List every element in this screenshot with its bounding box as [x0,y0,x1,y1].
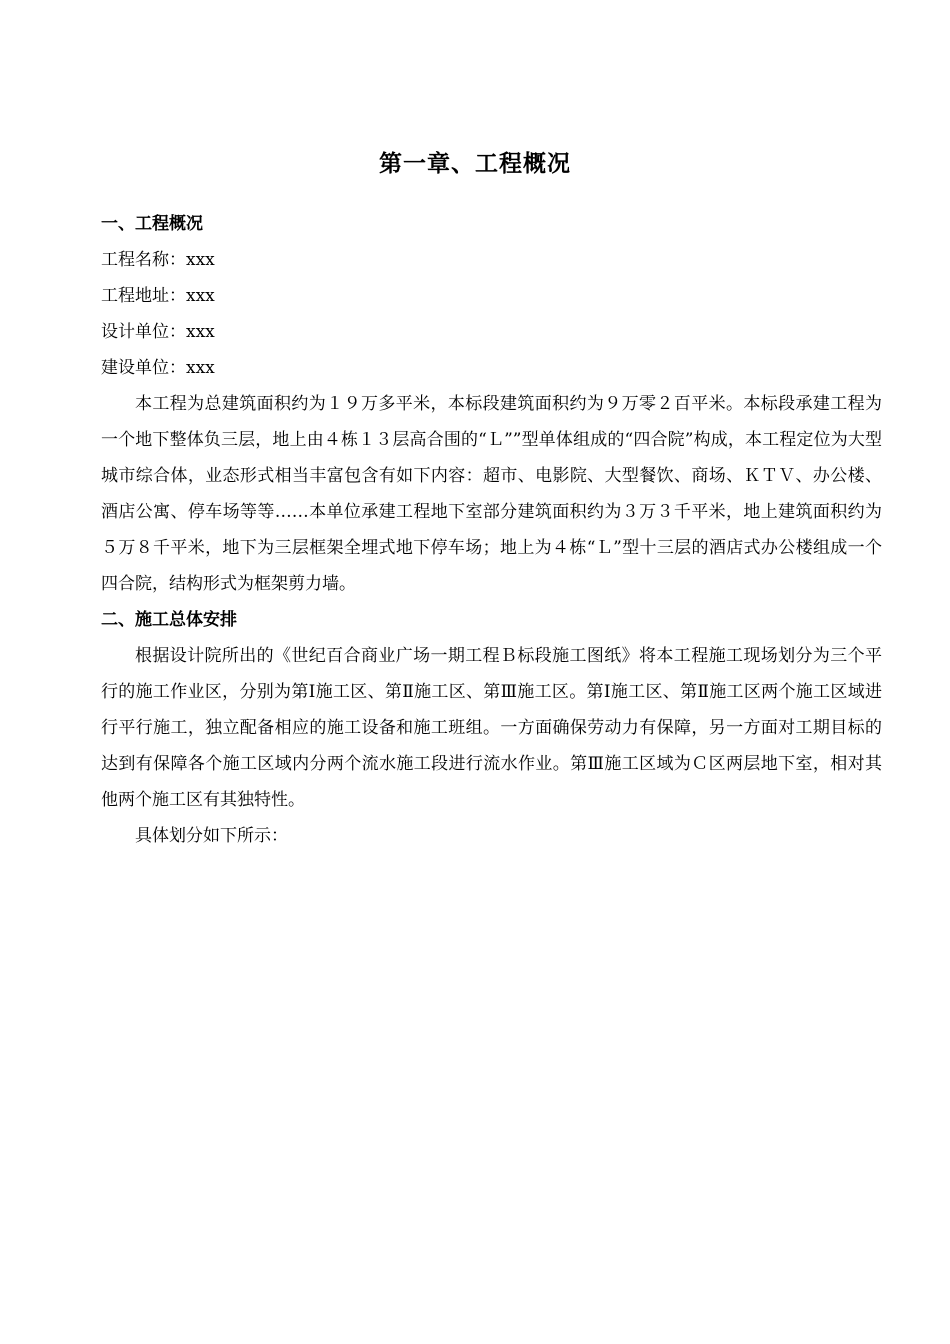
paragraph-closing: 具体划分如下所示： [135,826,288,846]
document-body [101,206,882,854]
section-heading-overview: 一、工程概况 [101,214,203,234]
paragraph-project-description: 本工程为总建筑面积约为１９万多平米，本标段建筑面积约为９万零２百平米。本标段承建工程为一个地下整体负三层，地上由４栋１３层高合围的“Ｌ””型单体组成的“四合院”构成，本工程定位为大型城市综合体，业态形式相当丰富包含有如下内容：超市、电影院、大型餐饮、商场、ＫＴＶ、办公楼、酒店公寓、停车场等等……本单位承建工程地下室部分建筑面积约为３万３千平米，地上建筑面积约为５万８千平米，地下为三层框架全埋式地下停车场；地上为４栋“Ｌ”型十三层的酒店式办公楼组成一个四合院，结构形式为框架剪力墙。 [101,394,882,594]
field-project-name: 工程名称：xxx [101,250,215,270]
field-construction-unit: 建设单位：xxx [101,358,215,378]
chapter-title: 第一章、工程概况 [379,151,571,177]
field-project-address: 工程地址：xxx [101,286,215,306]
section-heading-arrangement: 二、施工总体安排 [101,610,237,630]
field-design-unit: 设计单位：xxx [101,322,215,342]
paragraph-construction-arrangement: 根据设计院所出的《世纪百合商业广场一期工程Ｂ标段施工图纸》将本工程施工现场划分为三个平行的施工作业区，分别为第Ⅰ施工区、第Ⅱ施工区、第Ⅲ施工区。第Ⅰ施工区、第Ⅱ施工区两个施工区域进行平行施工，独立配备相应的施工设备和施工班组。一方面确保劳动力有保障，另一方面对工期目标的达到有保障各个施工区域内分两个流水施工段进行流水作业。第Ⅲ施工区域为Ｃ区两层地下室，相对其他两个施工区有其独特性。 [101,646,882,810]
